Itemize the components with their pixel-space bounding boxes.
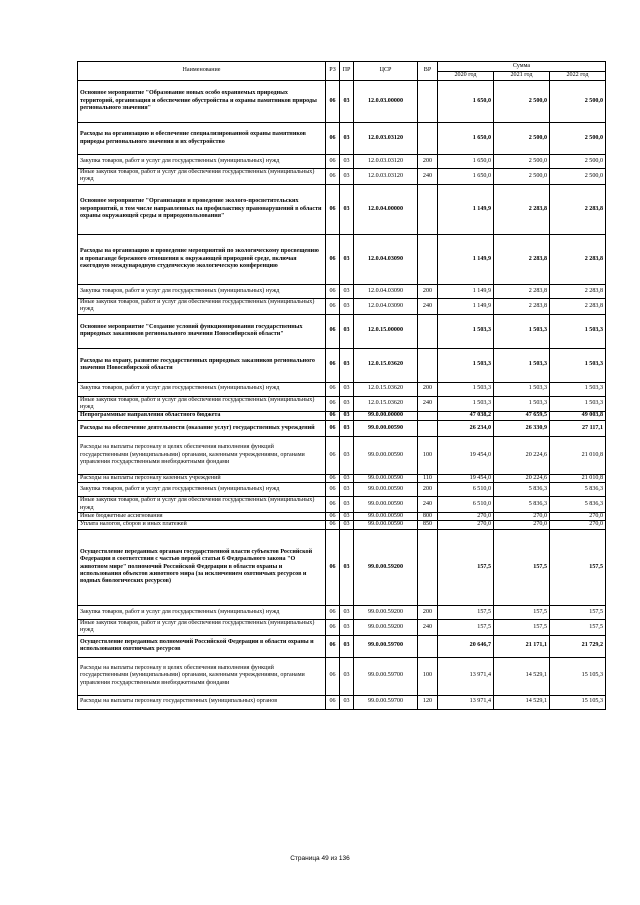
cell-2022: 2 283,8 <box>550 234 606 284</box>
cell-pr: 03 <box>340 412 354 420</box>
cell-2021: 21 171,1 <box>494 635 550 657</box>
cell-vr: 850 <box>418 521 438 529</box>
cell-name: Закупка товаров, работ и услуг для государственных (муниципальных) нужд <box>78 382 326 396</box>
cell-2022: 21 010,8 <box>550 436 606 474</box>
cell-2021: 270,0 <box>494 513 550 521</box>
cell-2020: 270,0 <box>438 513 494 521</box>
cell-vr <box>418 529 438 605</box>
cell-pr: 03 <box>340 619 354 635</box>
cell-pr: 03 <box>340 184 354 234</box>
cell-rz: 06 <box>326 635 340 657</box>
cell-2020: 270,0 <box>438 521 494 529</box>
cell-csr: 12.0.04.03090 <box>354 284 418 298</box>
cell-2021: 2 283,8 <box>494 184 550 234</box>
cell-csr: 12.0.15.03620 <box>354 396 418 412</box>
cell-2021: 5 836,3 <box>494 483 550 497</box>
cell-rz: 06 <box>326 483 340 497</box>
cell-2020: 1 503,3 <box>438 348 494 382</box>
cell-csr: 12.0.04.00000 <box>354 184 418 234</box>
cell-vr: 240 <box>418 169 438 185</box>
cell-2022: 2 283,8 <box>550 298 606 314</box>
table-row <box>78 396 606 412</box>
cell-name: Уплата налогов, сборов и иных платежей <box>78 521 326 529</box>
table-row <box>78 81 606 123</box>
cell-rz: 06 <box>326 234 340 284</box>
header-csr: ЦСР <box>354 62 418 81</box>
table-row <box>78 635 606 657</box>
cell-2022: 2 500,0 <box>550 123 606 155</box>
cell-pr: 03 <box>340 123 354 155</box>
cell-vr <box>418 234 438 284</box>
cell-2020: 1 650,0 <box>438 169 494 185</box>
cell-vr <box>418 184 438 234</box>
cell-2020: 157,5 <box>438 529 494 605</box>
cell-pr: 03 <box>340 382 354 396</box>
table-row <box>78 605 606 619</box>
cell-rz: 06 <box>326 529 340 605</box>
table-row <box>78 436 606 474</box>
table-row <box>78 123 606 155</box>
cell-rz: 06 <box>326 155 340 169</box>
cell-2021: 20 224,6 <box>494 436 550 474</box>
cell-rz: 06 <box>326 382 340 396</box>
cell-csr: 12.0.03.03120 <box>354 169 418 185</box>
cell-csr: 99.0.00.00590 <box>354 436 418 474</box>
cell-2022: 1 503,3 <box>550 314 606 348</box>
cell-csr: 12.0.15.03620 <box>354 348 418 382</box>
cell-vr <box>418 412 438 420</box>
cell-vr: 200 <box>418 382 438 396</box>
cell-rz: 06 <box>326 420 340 436</box>
cell-name: Закупка товаров, работ и услуг для государственных (муниципальных) нужд <box>78 284 326 298</box>
cell-rz: 06 <box>326 513 340 521</box>
cell-2020: 20 646,7 <box>438 635 494 657</box>
cell-2022: 21 010,8 <box>550 474 606 482</box>
cell-csr: 12.0.15.03620 <box>354 382 418 396</box>
cell-vr <box>418 635 438 657</box>
cell-vr: 800 <box>418 513 438 521</box>
cell-2022: 2 500,0 <box>550 169 606 185</box>
cell-csr: 99.0.00.00590 <box>354 483 418 497</box>
cell-name: Расходы на выплаты персоналу в целях обеспечения выполнения функций государственными (муниципальными) органами, казенными учреждениями, органами управления государственными внебюджетными фондами <box>78 657 326 695</box>
cell-csr: 99.0.00.00000 <box>354 412 418 420</box>
table-row <box>78 513 606 521</box>
cell-2020: 1 149,9 <box>438 184 494 234</box>
cell-2022: 2 500,0 <box>550 155 606 169</box>
cell-name: Иные бюджетные ассигнования <box>78 513 326 521</box>
table-row <box>78 298 606 314</box>
cell-vr: 200 <box>418 284 438 298</box>
cell-name: Расходы на обеспечение деятельности (оказание услуг) государственных учреждений <box>78 420 326 436</box>
cell-csr: 99.0.00.00590 <box>354 521 418 529</box>
cell-csr: 99.0.00.00590 <box>354 474 418 482</box>
cell-2020: 1 149,9 <box>438 234 494 284</box>
header-rz: РЗ <box>326 62 340 81</box>
table-row <box>78 234 606 284</box>
header-sum: Сумма <box>438 62 606 72</box>
header-vr: ВР <box>418 62 438 81</box>
cell-pr: 03 <box>340 497 354 513</box>
cell-2020: 26 234,0 <box>438 420 494 436</box>
cell-csr: 12.0.04.03090 <box>354 298 418 314</box>
table-row <box>78 382 606 396</box>
cell-name: Иные закупки товаров, работ и услуг для обеспечения государственных (муниципальных) нужд <box>78 497 326 513</box>
cell-rz: 06 <box>326 184 340 234</box>
cell-2020: 6 510,0 <box>438 483 494 497</box>
cell-2020: 1 650,0 <box>438 123 494 155</box>
cell-2021: 14 529,1 <box>494 657 550 695</box>
cell-rz: 06 <box>326 396 340 412</box>
header-pr: ПР <box>340 62 354 81</box>
cell-rz: 06 <box>326 412 340 420</box>
cell-name: Расходы на выплаты персоналу казенных учреждений <box>78 474 326 482</box>
cell-2020: 1 149,9 <box>438 284 494 298</box>
cell-pr: 03 <box>340 695 354 709</box>
table-row <box>78 169 606 185</box>
cell-2021: 270,0 <box>494 521 550 529</box>
cell-vr <box>418 81 438 123</box>
cell-csr: 12.0.03.03120 <box>354 123 418 155</box>
table-row <box>78 695 606 709</box>
table-row <box>78 483 606 497</box>
table-body <box>78 81 606 710</box>
cell-2020: 19 454,0 <box>438 436 494 474</box>
cell-2022: 1 503,3 <box>550 382 606 396</box>
page-number: Страница 49 из 136 <box>290 855 350 862</box>
cell-vr: 200 <box>418 605 438 619</box>
cell-rz: 06 <box>326 695 340 709</box>
cell-2020: 13 971,4 <box>438 657 494 695</box>
table-row <box>78 420 606 436</box>
cell-rz: 06 <box>326 497 340 513</box>
cell-name: Расходы на организацию и обеспечение специализированной охраны памятников природы регионального значения и их обустройство <box>78 123 326 155</box>
cell-2021: 20 224,6 <box>494 474 550 482</box>
cell-name: Закупка товаров, работ и услуг для государственных (муниципальных) нужд <box>78 483 326 497</box>
cell-name: Осуществление переданных полномочий Российской Федерации в области охраны и использования охотничьих ресурсов <box>78 635 326 657</box>
cell-vr: 120 <box>418 695 438 709</box>
cell-name: Иные закупки товаров, работ и услуг для обеспечения государственных (муниципальных) нужд <box>78 298 326 314</box>
cell-name: Расходы на организацию и проведение мероприятий по экологическому просвещению и пропаганде бережного отношения к окружающей природной среде, включая ежегодную международную студенческую экологическую конференцию <box>78 234 326 284</box>
cell-2022: 1 503,3 <box>550 348 606 382</box>
cell-2021: 2 283,8 <box>494 234 550 284</box>
cell-vr <box>418 348 438 382</box>
cell-csr: 99.0.00.00590 <box>354 420 418 436</box>
budget-table <box>77 61 606 710</box>
cell-name: Осуществление переданных органам государственной власти субъектов Российской Федерации в соответствии с частью первой статьи 6 Федерального закона "О животном мире" полномочий Российской Федерации в области охраны и использования объектов животного мира (за исключением охотничьих ресурсов и водных биологических ресурсов) <box>78 529 326 605</box>
cell-vr: 240 <box>418 396 438 412</box>
cell-name: Иные закупки товаров, работ и услуг для обеспечения государственных (муниципальных) нужд <box>78 396 326 412</box>
cell-2020: 1 503,3 <box>438 382 494 396</box>
cell-pr: 03 <box>340 605 354 619</box>
cell-name: Закупка товаров, работ и услуг для государственных (муниципальных) нужд <box>78 605 326 619</box>
table-row <box>78 284 606 298</box>
cell-name: Иные закупки товаров, работ и услуг для обеспечения государственных (муниципальных) нужд <box>78 169 326 185</box>
table-row <box>78 497 606 513</box>
cell-rz: 06 <box>326 169 340 185</box>
cell-2021: 14 529,1 <box>494 695 550 709</box>
cell-rz: 06 <box>326 284 340 298</box>
cell-pr: 03 <box>340 314 354 348</box>
cell-vr: 240 <box>418 298 438 314</box>
cell-vr: 110 <box>418 474 438 482</box>
cell-vr <box>418 420 438 436</box>
cell-rz: 06 <box>326 436 340 474</box>
header-year-2020: 2020 год <box>438 72 494 81</box>
cell-2020: 13 971,4 <box>438 695 494 709</box>
cell-2020: 19 454,0 <box>438 474 494 482</box>
cell-vr <box>418 123 438 155</box>
table-row <box>78 184 606 234</box>
header-name: Наименование <box>78 62 326 81</box>
cell-name: Закупка товаров, работ и услуг для государственных (муниципальных) нужд <box>78 155 326 169</box>
cell-pr: 03 <box>340 420 354 436</box>
cell-2021: 157,5 <box>494 529 550 605</box>
header-year-2022: 2022 год <box>550 72 606 81</box>
cell-rz: 06 <box>326 474 340 482</box>
cell-name: Расходы на выплаты персоналу в целях обеспечения выполнения функций государственными (муниципальными) органами, казенными учреждениями, органами управления государственными внебюджетными фондами <box>78 436 326 474</box>
cell-2021: 1 503,3 <box>494 396 550 412</box>
cell-rz: 06 <box>326 619 340 635</box>
cell-2022: 2 500,0 <box>550 81 606 123</box>
cell-rz: 06 <box>326 657 340 695</box>
cell-name: Непрограммные направления областного бюджета <box>78 412 326 420</box>
cell-csr: 99.0.00.59200 <box>354 619 418 635</box>
cell-pr: 03 <box>340 474 354 482</box>
cell-pr: 03 <box>340 298 354 314</box>
cell-name: Расходы на выплаты персоналу государственных (муниципальных) органов <box>78 695 326 709</box>
table-row <box>78 529 606 605</box>
budget-sheet <box>77 61 605 710</box>
cell-2022: 15 105,3 <box>550 695 606 709</box>
table-row <box>78 412 606 420</box>
table-row <box>78 155 606 169</box>
cell-2020: 1 503,3 <box>438 314 494 348</box>
cell-name: Основное мероприятие "Образование новых особо охраняемых природных территорий, организация и обеспечение обустройства и охраны памятников природы регионального значения" <box>78 81 326 123</box>
cell-2022: 157,5 <box>550 619 606 635</box>
table-row <box>78 348 606 382</box>
cell-csr: 99.0.00.00590 <box>354 497 418 513</box>
cell-vr: 240 <box>418 619 438 635</box>
cell-2022: 270,0 <box>550 513 606 521</box>
cell-2022: 21 729,2 <box>550 635 606 657</box>
cell-2021: 2 500,0 <box>494 123 550 155</box>
cell-pr: 03 <box>340 169 354 185</box>
cell-2021: 157,5 <box>494 605 550 619</box>
cell-2021: 2 283,8 <box>494 298 550 314</box>
cell-2022: 157,5 <box>550 605 606 619</box>
cell-2021: 157,5 <box>494 619 550 635</box>
cell-pr: 03 <box>340 657 354 695</box>
cell-rz: 06 <box>326 521 340 529</box>
header-year-2021: 2021 год <box>494 72 550 81</box>
cell-csr: 12.0.03.00000 <box>354 81 418 123</box>
cell-csr: 99.0.00.59700 <box>354 635 418 657</box>
cell-2022: 5 836,3 <box>550 497 606 513</box>
cell-csr: 12.0.15.00000 <box>354 314 418 348</box>
cell-pr: 03 <box>340 529 354 605</box>
cell-csr: 99.0.00.59700 <box>354 657 418 695</box>
table-row <box>78 521 606 529</box>
cell-2021: 2 283,8 <box>494 284 550 298</box>
cell-rz: 06 <box>326 605 340 619</box>
cell-2022: 1 503,3 <box>550 396 606 412</box>
cell-2022: 27 117,1 <box>550 420 606 436</box>
cell-pr: 03 <box>340 155 354 169</box>
cell-pr: 03 <box>340 521 354 529</box>
cell-vr: 200 <box>418 483 438 497</box>
cell-vr <box>418 314 438 348</box>
cell-csr: 12.0.03.03120 <box>354 155 418 169</box>
cell-csr: 99.0.00.59700 <box>354 695 418 709</box>
cell-pr: 03 <box>340 284 354 298</box>
cell-name: Иные закупки товаров, работ и услуг для обеспечения государственных (муниципальных) нужд <box>78 619 326 635</box>
cell-pr: 03 <box>340 81 354 123</box>
cell-2021: 2 500,0 <box>494 169 550 185</box>
cell-vr: 200 <box>418 155 438 169</box>
cell-2021: 5 836,3 <box>494 497 550 513</box>
cell-2020: 157,5 <box>438 605 494 619</box>
cell-csr: 99.0.00.00590 <box>354 513 418 521</box>
cell-2020: 1 503,3 <box>438 396 494 412</box>
cell-2022: 2 283,8 <box>550 284 606 298</box>
cell-vr: 240 <box>418 497 438 513</box>
cell-vr: 100 <box>418 436 438 474</box>
cell-pr: 03 <box>340 436 354 474</box>
table-row <box>78 474 606 482</box>
cell-2021: 1 503,3 <box>494 348 550 382</box>
cell-2021: 26 330,9 <box>494 420 550 436</box>
table-row <box>78 314 606 348</box>
cell-csr: 99.0.00.59200 <box>354 529 418 605</box>
cell-2022: 15 105,3 <box>550 657 606 695</box>
table-row <box>78 619 606 635</box>
cell-2021: 2 500,0 <box>494 155 550 169</box>
cell-name: Расходы на охрану, развитие государственных природных заказников регионального значения Новосибирской области <box>78 348 326 382</box>
cell-2022: 49 003,8 <box>550 412 606 420</box>
cell-2021: 1 503,3 <box>494 382 550 396</box>
cell-2020: 157,5 <box>438 619 494 635</box>
cell-pr: 03 <box>340 234 354 284</box>
cell-2020: 1 650,0 <box>438 155 494 169</box>
cell-2022: 157,5 <box>550 529 606 605</box>
cell-2022: 5 836,3 <box>550 483 606 497</box>
cell-vr: 100 <box>418 657 438 695</box>
cell-2021: 47 659,5 <box>494 412 550 420</box>
cell-pr: 03 <box>340 396 354 412</box>
cell-csr: 12.0.04.03090 <box>354 234 418 284</box>
cell-name: Основное мероприятие "Организация и проведение эколого-просветительских мероприятий, в том числе направленных на профилактику правонарушений в области охраны окружающей среды и природопользования" <box>78 184 326 234</box>
cell-2021: 2 500,0 <box>494 81 550 123</box>
cell-2022: 2 283,8 <box>550 184 606 234</box>
cell-pr: 03 <box>340 513 354 521</box>
cell-pr: 03 <box>340 483 354 497</box>
cell-2020: 1 650,0 <box>438 81 494 123</box>
cell-pr: 03 <box>340 348 354 382</box>
cell-pr: 03 <box>340 635 354 657</box>
cell-2020: 6 510,0 <box>438 497 494 513</box>
cell-rz: 06 <box>326 123 340 155</box>
cell-rz: 06 <box>326 81 340 123</box>
cell-rz: 06 <box>326 298 340 314</box>
cell-2021: 1 503,3 <box>494 314 550 348</box>
cell-rz: 06 <box>326 314 340 348</box>
table-row <box>78 657 606 695</box>
cell-2022: 270,0 <box>550 521 606 529</box>
cell-2020: 1 149,9 <box>438 298 494 314</box>
cell-rz: 06 <box>326 348 340 382</box>
cell-2020: 47 038,2 <box>438 412 494 420</box>
cell-csr: 99.0.00.59200 <box>354 605 418 619</box>
cell-name: Основное мероприятие "Создание условий функционирования государственных природных заказников регионального значения Новосибирской области" <box>78 314 326 348</box>
